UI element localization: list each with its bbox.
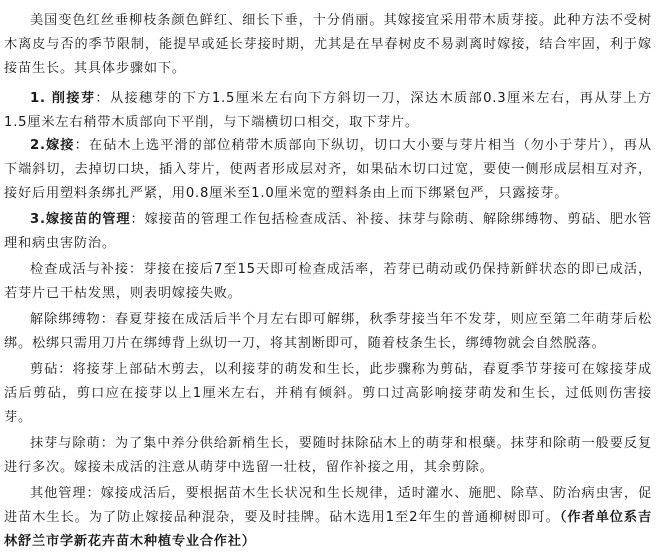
step-2-text: ：在砧木上选平滑的部位稍带木质部向下纵切，切口大小要与芽片相当（勿小于芽片），再从下端斜切，去掉切口块，插入芽片，使两者形成层对齐，如果砧木切口过宽，要使一侧形成层相互对齐，接好后用塑料条绑扎严紧，用0.8厘米至1.0厘米宽的塑料条由上而下绑紧包严，只露接芽。 (4, 138, 652, 201)
other-management-paragraph (4, 482, 652, 554)
step-3-text: ：嫁接苗的管理工作包括检查成活、补接、抹芽与除萌、解除绑缚物、剪砧、肥水管理和病虫害防治。 (4, 212, 652, 251)
step-1-text: ：从接穗芽的下方1.5厘米左右向下方斜切一刀，深达木质部0.3厘米左右，再从芽上方1.5厘米左右稍带木质部向下平削，与下端横切口相交，取下芽片。 (4, 91, 653, 130)
step-1-paragraph (4, 87, 652, 135)
remove-sprouts-paragraph: 抹芽与除萌：为了集中养分供给新梢生长，要随时抹除砧木上的萌芽和根蘖。抹芽和除萌一般要反复进行多次。嫁接未成活的注意从萌芽中选留一壮枝，留作补接之用，其余剪除。 (4, 436, 652, 475)
step-3-heading: 3.嫁接苗的管理 (30, 212, 131, 227)
author-note: （作者单位系吉林舒兰市学新花卉苗木种植专业合作社） (4, 510, 653, 549)
step-2-paragraph (4, 134, 652, 206)
step-1-heading: 1. 削接芽 (30, 91, 96, 106)
other-management-text: 其他管理：嫁接成活后，要根据苗木生长状况和生长规律，适时灌水、施肥、除草、防治病虫害，促进苗木生长。为了防止嫁接品种混杂，要及时挂牌。砧木选用1至2年生的普通柳树即可。 (4, 486, 652, 525)
step-2-heading: 2.嫁接 (30, 138, 75, 153)
check-survival-paragraph: 检查成活与补接：芽接在接后7至15天即可检查成活率，若芽已萌动或仍保持新鲜状态的即已成活，若芽片已干枯发黑，则表明嫁接失败。 (4, 262, 652, 301)
intro-paragraph: 美国变色红丝垂柳枝条颜色鲜红、细长下垂，十分俏丽。其嫁接宜采用带木质芽接。此种方法不受树木离皮与否的季节限制，能提早或延长芽接时期，尤其是在早春树皮不易剥离时嫁接，结合牢固，利于嫁接苗生长。其具体步骤如下。 (4, 13, 652, 76)
untie-binding-paragraph: 解除绑缚物：春夏芽接在成活后半个月左右即可解绑，秋季芽接当年不发芽，则应至第二年萌芽后松绑。松绑只需用刀片在绑缚背上纵切一刀，将其割断即可，随着枝条生长，绑缚物就会自然脱落。 (4, 312, 652, 351)
cut-stock-paragraph: 剪砧：将接芽上部砧木剪去，以利接芽的萌发和生长，此步骤称为剪砧，春夏季节芽接可在嫁接芽成活后剪砧，剪口应在接芽以上1厘米左右，并稍有倾斜。剪口过高影响接芽萌发和生长，过低则伤害接芽。 (4, 362, 652, 425)
step-3-paragraph (4, 208, 652, 256)
